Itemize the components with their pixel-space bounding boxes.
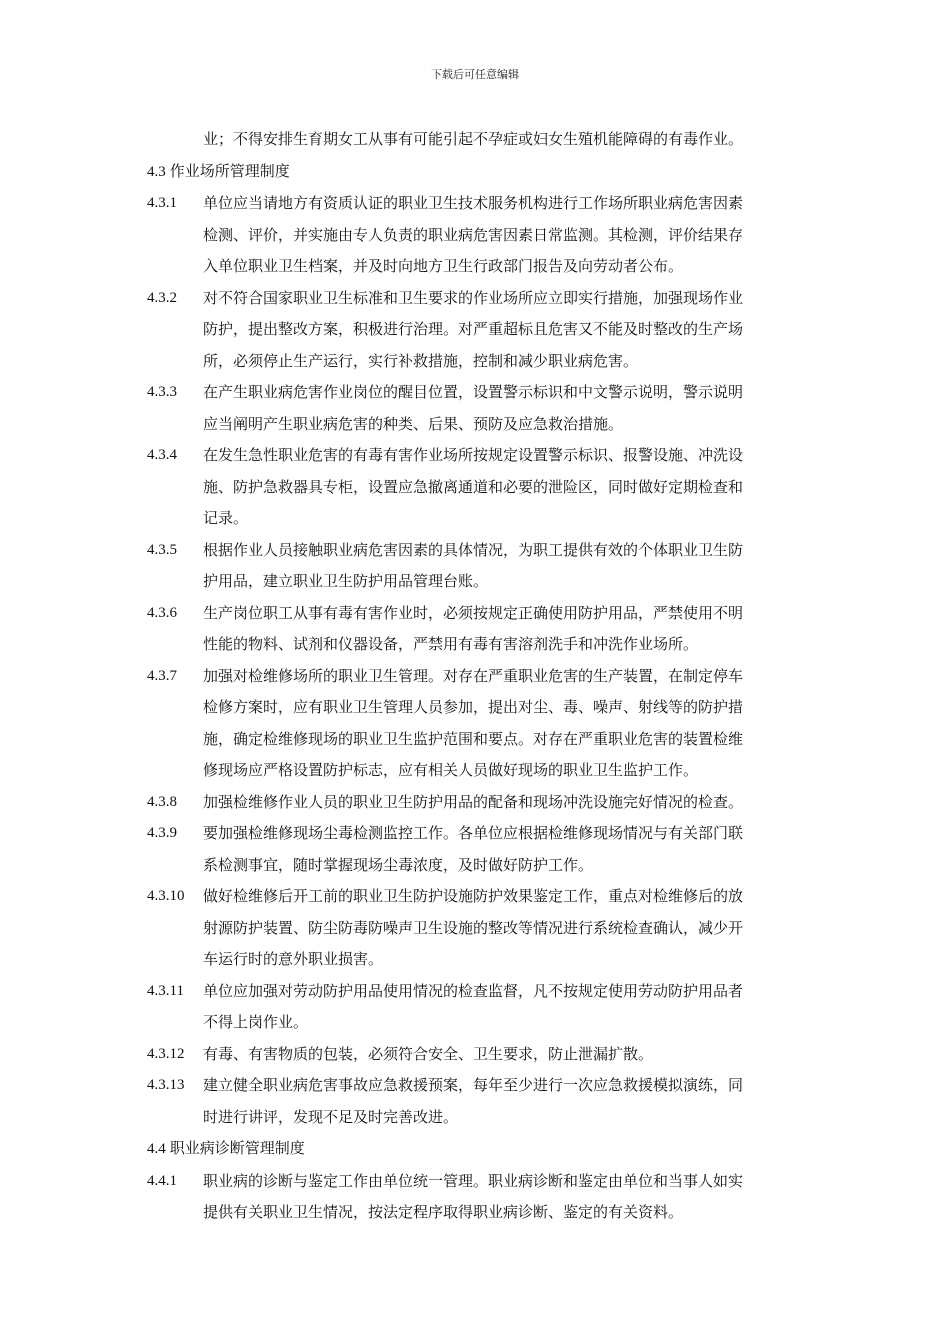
clause-item: [147, 535, 807, 598]
clause-number: 4.3.4: [147, 447, 177, 463]
clause-item: [147, 440, 807, 535]
clause-text: [203, 881, 807, 976]
clause-number: 4.3.11: [147, 982, 184, 999]
section-4-4-items: [147, 1166, 807, 1229]
section-number: 4.4: [147, 1141, 166, 1157]
clause-text: [203, 661, 807, 787]
clause-number: 4.3.10: [147, 888, 185, 904]
clause-line: 加强检维修作业人员的职业卫生防护用品的配备和现场冲洗设施完好情况的检查。: [203, 792, 744, 811]
continuation-text: 业；不得安排生育期女工从事有可能引起不孕症或妇女生殖机能障碍的有毒作业。: [203, 130, 744, 148]
clause-line: 提供有关职业卫生情况，按法定程序取得职业病诊断、鉴定的有关资料。: [203, 1203, 684, 1221]
clause-number: 4.3.9: [147, 825, 177, 841]
clause-line: 对不符合国家职业卫生标准和卫生要求的作业场所应立即实行措施，加强现场作业: [203, 288, 744, 307]
clause-number: 4.3.13: [147, 1077, 185, 1093]
clause-line: 应当阐明产生职业病危害的种类、后果、预防及应急救治措施。: [203, 414, 624, 433]
clause-text: [203, 440, 807, 535]
clause-item: [147, 283, 807, 378]
clause-line: 施、防护急救器具专柜，设置应急撤离通道和必要的泄险区，同时做好定期检查和: [203, 477, 744, 496]
clause-line: 生产岗位职工从事有毒有害作业时，必须按规定正确使用防护用品，严禁使用不明: [203, 603, 744, 622]
clause-number: 4.3.7: [147, 667, 177, 684]
clause-text: [203, 377, 807, 440]
clause-text: [203, 818, 807, 881]
clause-item: [147, 188, 807, 283]
clause-line: 修现场应严格设置防护标志，应有相关人员做好现场的职业卫生监护工作。: [203, 761, 699, 779]
clause-text: [203, 1166, 807, 1229]
clause-number: 4.3.2: [147, 289, 177, 306]
clause-item: [147, 1070, 807, 1133]
clause-line: 所，必须停止生产运行，实行补救措施，控制和减少职业病危害。: [203, 351, 639, 370]
clause-line: 防护，提出整改方案，积极进行治理。对严重超标且危害又不能及时整改的生产场: [203, 320, 744, 338]
clause-item: [147, 976, 807, 1039]
clause-item: [147, 787, 807, 819]
clause-line: 不得上岗作业。: [203, 1013, 309, 1031]
clause-line: 做好检维修后开工前的职业卫生防护设施防护效果鉴定工作，重点对检维修后的放: [203, 887, 744, 905]
clause-line: 要加强检维修现场尘毒检测监控工作。各单位应根据检维修现场情况与有关部门联: [203, 824, 744, 842]
clause-line: 系检测事宜，随时掌握现场尘毒浓度，及时做好防护工作。: [203, 855, 594, 874]
page-header: 下载后可任意编辑: [431, 68, 519, 81]
clause-line: 性能的物料、试剂和仪器设备，严禁用有毒有害溶剂洗手和冲洗作业场所。: [203, 635, 699, 653]
document-body: [147, 124, 807, 1229]
clause-line: 单位应当请地方有资质认证的职业卫生技术服务机构进行工作场所职业病危害因素: [203, 194, 744, 212]
clause-line: 根据作业人员接触职业病危害因素的具体情况，为职工提供有效的个体职业卫生防: [203, 540, 744, 559]
clause-line: 职业病的诊断与鉴定工作由单位统一管理。职业病诊断和鉴定由单位和当事人如实: [203, 1171, 744, 1190]
clause-item: [147, 818, 807, 881]
section-number: 4.3: [147, 163, 166, 180]
clause-item: [147, 1166, 807, 1229]
clause-line: 射源防护装置、防尘防毒防噪声卫生设施的整改等情况进行系统检查确认，减少开: [203, 918, 744, 937]
clause-line: 有毒、有害物质的包装，必须符合安全、卫生要求，防止泄漏扩散。: [203, 1044, 654, 1063]
clause-text: [203, 188, 807, 283]
clause-number: 4.3.3: [147, 384, 177, 400]
clause-line: 护用品，建立职业卫生防护用品管理台账。: [203, 572, 489, 590]
clause-number: 4.3.6: [147, 604, 177, 621]
clause-line: 记录。: [203, 509, 249, 527]
clause-number: 4.3.8: [147, 793, 177, 810]
clause-line: 施，确定检维修现场的职业卫生监护范围和要点。对存在严重职业危害的装置检维: [203, 729, 744, 748]
clause-item: [147, 1039, 807, 1071]
clause-number: 4.4.1: [147, 1172, 177, 1189]
clause-line: 在发生急性职业危害的有毒有害作业场所按规定设置警示标识、报警设施、冲洗设: [203, 446, 744, 464]
clause-line: 在产生职业病危害作业岗位的醒目位置，设置警示标识和中文警示说明，警示说明: [203, 383, 744, 401]
section-4-3-items: [147, 188, 807, 1133]
clause-text: [203, 283, 807, 378]
clause-line: 建立健全职业病危害事故应急救援预案，每年至少进行一次应急救援模拟演练，同: [203, 1076, 744, 1094]
clause-line: 检修方案时，应有职业卫生管理人员参加，提出对尘、毒、噪声、射线等的防护措: [203, 698, 744, 716]
clause-number: 4.3.5: [147, 541, 177, 558]
clause-line: 单位应加强对劳动防护用品使用情况的检查监督，凡不按规定使用劳动防护用品者: [203, 981, 744, 1000]
clause-number: 4.3.12: [147, 1045, 185, 1062]
section-heading-4-4: [147, 1133, 807, 1166]
clause-item: [147, 661, 807, 787]
clause-line: 时进行讲评，发现不足及时完善改进。: [203, 1107, 459, 1126]
clause-line: 检测、评价，并实施由专人负责的职业病危害因素日常监测。其检测，评价结果存: [203, 225, 744, 244]
clause-item: [147, 881, 807, 976]
clause-text: [203, 787, 807, 819]
clause-item: [147, 377, 807, 440]
clause-line: 加强对检维修场所的职业卫生管理。对存在严重职业危害的生产装置，在制定停车: [203, 666, 744, 685]
clause-line: 车运行时的意外职业损害。: [203, 950, 384, 968]
clause-line: 入单位职业卫生档案，并及时向地方卫生行政部门报告及向劳动者公布。: [203, 257, 684, 275]
section-title: 职业病诊断管理制度: [169, 1139, 305, 1157]
clause-text: [203, 598, 807, 661]
clause-number: 4.3.1: [147, 195, 177, 211]
section-heading-4-3: [147, 156, 807, 189]
clause-text: [203, 535, 807, 598]
clause-text: [203, 1039, 807, 1071]
clause-item: [147, 598, 807, 661]
clause-text: [203, 976, 807, 1039]
clause-text: [203, 1070, 807, 1133]
section-title: 作业场所管理制度: [169, 161, 290, 180]
